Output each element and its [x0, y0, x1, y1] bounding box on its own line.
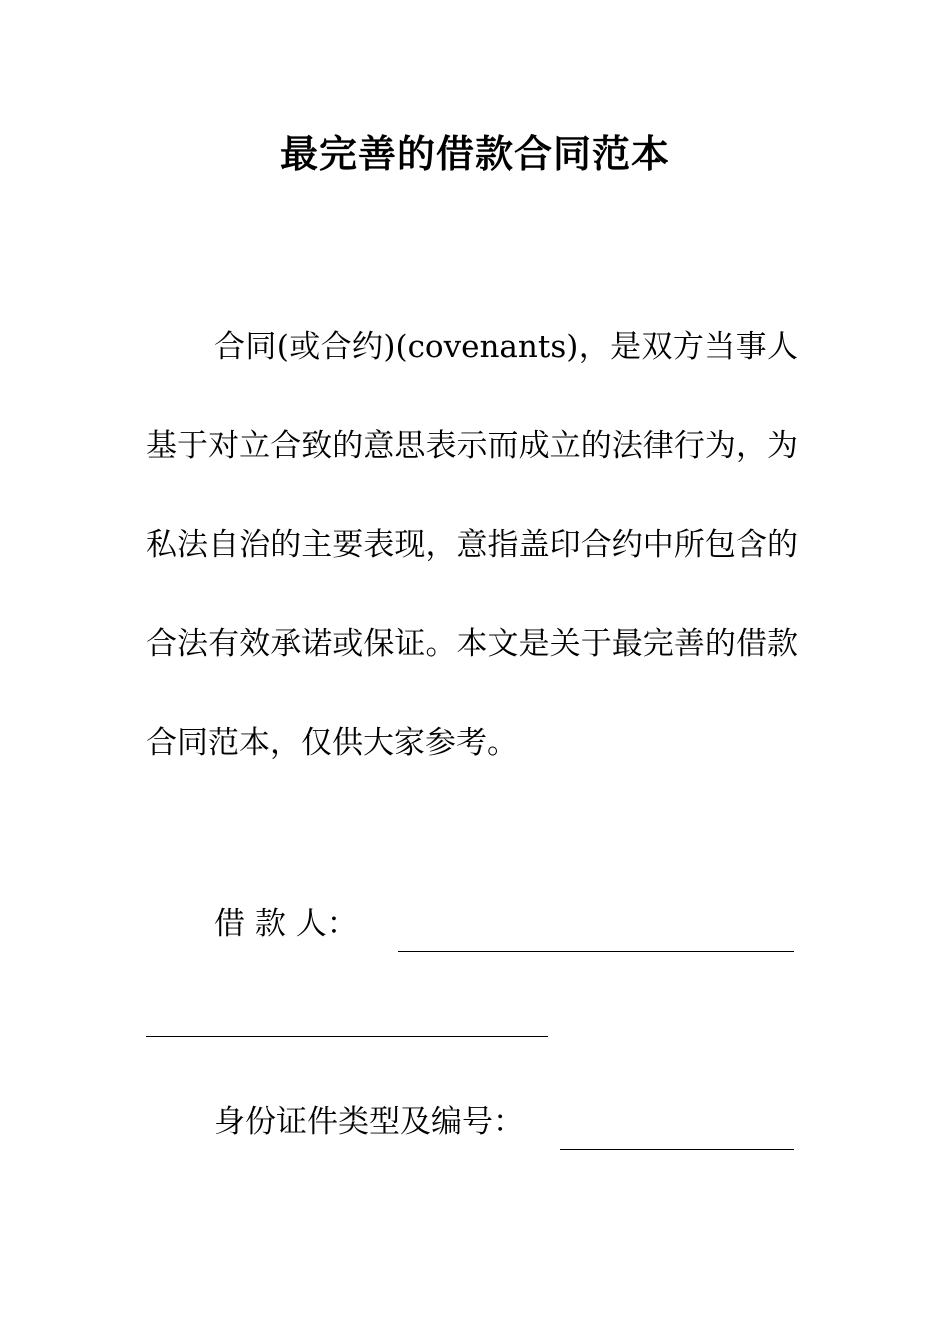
- borrower-field: [214, 896, 794, 952]
- borrower-blank-line: [398, 911, 794, 952]
- borrower-label: 借 款 人：: [214, 906, 358, 942]
- id-document-blank-line: [560, 1109, 794, 1150]
- intro-paragraph: 合同(或合约)(covenants)，是双方当事人基于对立合致的意思表示而成立的法律行为，为私法自治的主要表现，意指盖印合约中所包含的合法有效承诺或保证。本文是关于最完善的借款合同范本，仅供大家参考。: [146, 329, 798, 761]
- id-document-label: 身份证件类型及编号：: [214, 1104, 524, 1140]
- id-document-field: [214, 1094, 794, 1150]
- borrower-blank-line-continued: [146, 1000, 548, 1037]
- document-title: 最完善的借款合同范本: [279, 131, 670, 176]
